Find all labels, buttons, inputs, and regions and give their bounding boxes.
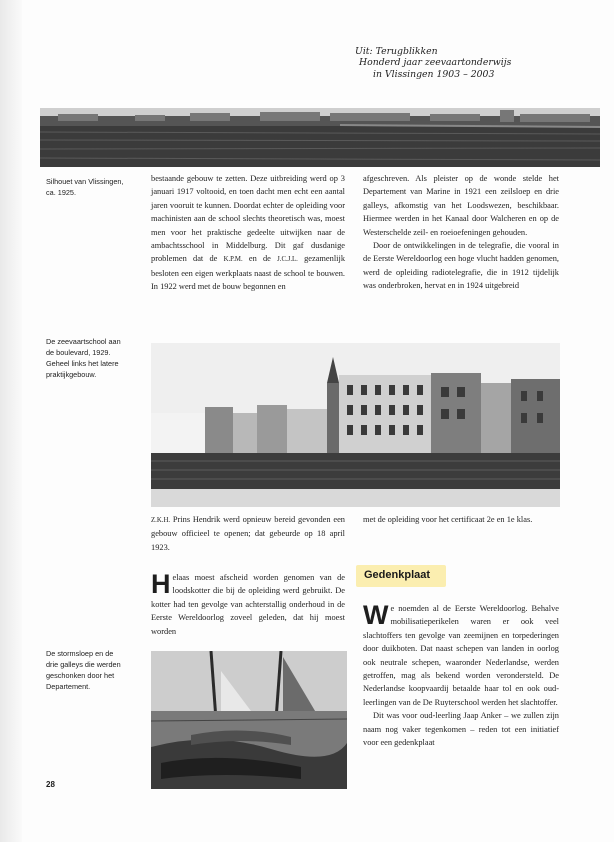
- handwritten-note: [355, 46, 605, 80]
- caption-silhouet: [46, 176, 123, 198]
- note-line: Honderd jaar zeevaartonderwijs: [359, 57, 512, 69]
- caption-line: De zeevaartschool aan: [46, 337, 121, 346]
- caption-line: de boulevard, 1929.: [46, 348, 111, 357]
- caption-line: Departement.: [46, 682, 91, 691]
- caption-line: drie galleys die werden: [46, 660, 121, 669]
- caption-stormsloep: [46, 648, 121, 692]
- body-text: Prins Hendrik werd opnieuw bereid gevonden een gebouw officieel te openen; dat gebeurde op 18 april 1923.: [151, 515, 345, 552]
- drop-cap: W: [363, 600, 389, 630]
- body-text: e noemden al de Eerste Wereldoorlog. Behalve mobilisatieperikelen waren er ook veel slachtoffers ten gevolge van zeemijnen en torpederingen door duikboten. Dat naast schepen van landen in oorlog ook neutrale schepen, waaronder Nederlandse, werden getroffen, mag als bekend worden verondersteld. De Nederlandse koopvaardij betaalde haar tol en ook oud-leerlingen van de De Ruyterschool werden het slachtoffer.: [363, 604, 559, 707]
- body-text: elaas moest afscheid worden genomen van de loodskotter die bij de opleiding werd gebruikt. De kotter had ten gevolge van achterstallig onderhoud in de Eerste Wereldoorlog zoveel geleden, dat hij moest worden: [151, 573, 345, 636]
- caption-line: geschonken door het: [46, 671, 115, 680]
- caption-line: praktijkgebouw.: [46, 370, 97, 379]
- caption-line: De stormsloep en de: [46, 649, 114, 658]
- paragraph: met de opleiding voor het certificaat 2e en 1e klas.: [363, 515, 533, 524]
- text-column-mid-right: [363, 513, 559, 526]
- text-column-upper-right: [363, 172, 559, 293]
- caption-line: Silhouet van Vlissingen,: [46, 177, 124, 186]
- body-text: gezamenlijk besloten een eigen werkplaats naast de school te bouwen. In 1922 werd met de bouw begonnen en: [151, 254, 346, 292]
- body-text: en de: [242, 254, 278, 264]
- panorama-photo: [40, 108, 600, 167]
- section-heading: [356, 565, 446, 587]
- note-line: Uit: Terugblikken: [355, 46, 438, 57]
- school-photo: [151, 343, 560, 507]
- text-column-mid-left: [151, 513, 345, 554]
- paragraph: Dit was voor oud-leerling Jaap Anker – we zullen zijn naam nog vaker tegenkomen – reden tot een initiatief voor een gedenkplaat: [363, 711, 559, 748]
- heading-text: Gedenkplaat: [364, 569, 431, 581]
- body-text: bestaande gebouw te zetten. Deze uitbreiding werd op 3 januari 1917 voltooid, en toen dacht men echt een aantal jaren vooruit te kunnen. Doordat echter de opleiding voor machinisten aan de school slechts theoretisch was, moest men voor het praktische gedeelte uitwijken naar de ambachtsschool in Middelburg. Dit gaf dusdanige problemen dat de: [151, 174, 345, 264]
- text-column-upper-mid: [151, 172, 345, 294]
- abbr-kcjl: J.C.J.L.: [277, 256, 298, 264]
- paragraph: afgeschreven. Als pleister op de wonde stelde het Departement van Marine in 1921 een zeilsloep en drie galleys, afkomstig van het Loodswezen, beschikbaar. Hiermee werden in het Kanaal door Walcheren en op de Westerschelde zeil- en roeioefeningen gehouden.: [363, 174, 559, 237]
- scan-edge: [0, 0, 22, 842]
- note-line: in Vlissingen 1903 – 2003: [373, 68, 495, 80]
- abbr-zkh: Z.K.H.: [151, 517, 171, 524]
- abbr-kpm: K.P.M.: [223, 256, 243, 264]
- page-number: 28: [46, 780, 55, 789]
- drop-cap: H: [151, 569, 171, 599]
- caption-line: ca. 1925.: [46, 188, 77, 197]
- text-column-lower-right: [363, 602, 559, 749]
- paragraph: Door de ontwikkelingen in de telegrafie, die vooral in de Eerste Wereldoorlog een hoge vlucht hadden genomen, werd de opleiding radiotelegrafie, die in 1912 tijdelijk was onderbroken, hervat en in 1924 uitgebreid: [363, 241, 559, 291]
- caption-zeevaartschool: [46, 336, 121, 380]
- boats-photo: [151, 651, 347, 789]
- caption-line: Geheel links het latere: [46, 359, 119, 368]
- text-column-lower-left: [151, 571, 345, 638]
